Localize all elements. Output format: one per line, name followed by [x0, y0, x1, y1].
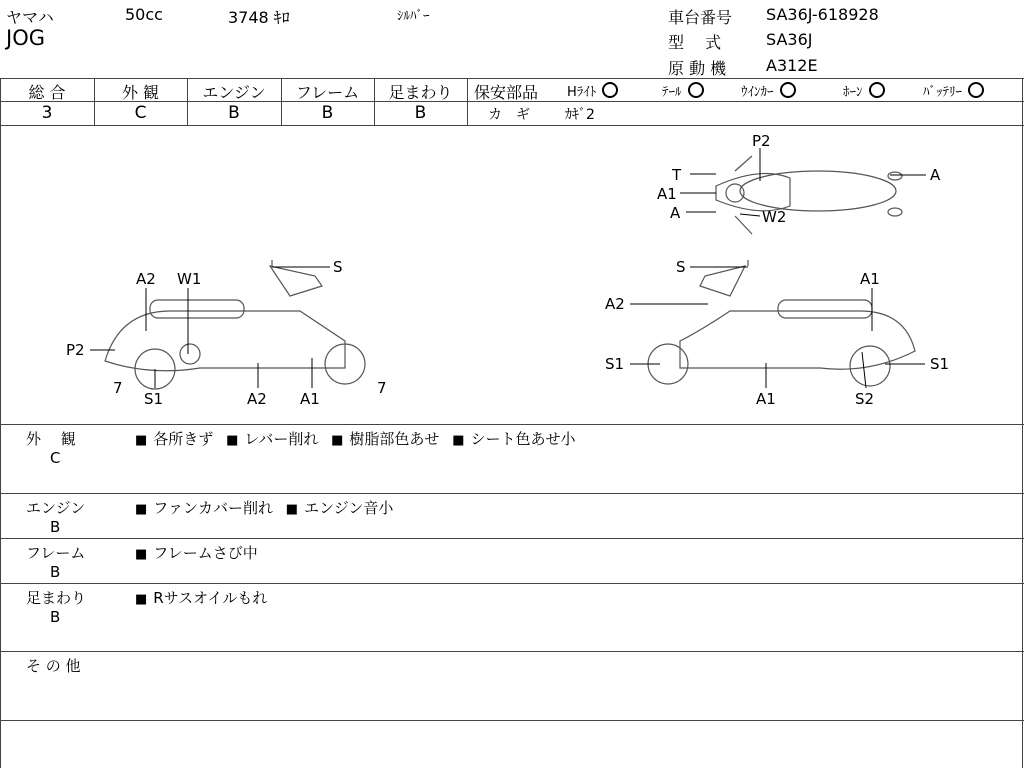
diagram-label: A2: [136, 270, 156, 288]
safety-item-winker: [741, 81, 796, 100]
top-view-headlight: [726, 184, 744, 202]
section-label: 外 観: [26, 430, 76, 448]
divider: [0, 583, 1024, 584]
right-scooter-body: [680, 311, 915, 369]
left-scooter-body: [105, 311, 345, 371]
bullet-icon: ■: [135, 502, 148, 517]
diagram-label: A2: [605, 295, 625, 313]
section-label: エンジン: [26, 499, 86, 517]
section-items: [135, 497, 393, 518]
bullet-icon: ■: [226, 433, 239, 448]
divider: [0, 538, 1024, 539]
ok-mark-icon: [869, 82, 885, 98]
diagram-label: A2: [247, 390, 267, 408]
key-value: ｶｷﾞ2: [565, 107, 595, 123]
grade-header-frame: フレーム: [295, 83, 360, 102]
safety-label: 保安部品: [474, 83, 539, 102]
section-label: フレーム: [26, 544, 86, 562]
key-label: カ ギ: [488, 107, 530, 123]
safety-item-battery: [923, 81, 984, 100]
diagram-label: S1: [144, 390, 164, 408]
safety-item-label: ﾃｰﾙ: [662, 85, 682, 100]
bullet-icon: ■: [331, 433, 344, 448]
diagram-label: P2: [752, 132, 771, 150]
grade-frame: B: [321, 103, 334, 123]
ok-mark-icon: [688, 82, 704, 98]
ok-mark-icon: [968, 82, 984, 98]
grade-engine: B: [228, 103, 240, 123]
grade-header-engine: エンジン: [202, 83, 266, 102]
diagram-label: A1: [657, 185, 677, 203]
grade-overall: 3: [41, 103, 53, 123]
left-scooter-seat: [150, 300, 244, 318]
diagram-label: W1: [177, 270, 202, 288]
safety-item-label: Hﾗｲﾄ: [567, 85, 597, 100]
diagram-label: A: [670, 204, 681, 222]
remark-item: レバー削れ: [244, 430, 319, 448]
divider: [468, 101, 1024, 102]
remark-item: ファンカバー削れ: [153, 499, 273, 517]
right-scooter-seat: [778, 300, 872, 318]
color: ｼﾙﾊﾞｰ: [397, 9, 430, 24]
type-value: SA36J: [766, 30, 813, 49]
section-label: 足まわり: [26, 589, 87, 607]
grade-header-suspension: 足まわり: [388, 83, 453, 102]
frame-number: SA36J-618928: [766, 5, 879, 24]
grade-suspension: B: [414, 103, 427, 123]
remark-item: シート色あせ小: [470, 430, 576, 448]
diagram-label: P2: [66, 341, 85, 359]
diagram-label: A1: [756, 390, 776, 408]
bullet-icon: ■: [285, 502, 299, 517]
model-name: JOG: [6, 26, 45, 50]
diagram-label: S2: [855, 390, 875, 408]
diagram-label: 7: [377, 379, 387, 397]
section-items: [135, 587, 267, 608]
type-label: 型 式: [668, 33, 722, 52]
top-view-seat: [740, 171, 896, 211]
safety-item-label: ｳｲﾝｶｰ: [741, 85, 774, 100]
section-grade: B: [50, 608, 61, 626]
diagram-label: T: [672, 166, 682, 184]
diagram-label: A1: [860, 270, 880, 288]
safety-item-headlight: [567, 81, 618, 100]
remark-item: 樹脂部色あせ: [349, 430, 440, 448]
grade-exterior: C: [134, 103, 147, 123]
ok-mark-icon: [602, 82, 618, 98]
diagram-label: A: [930, 166, 941, 184]
top-view-body: [716, 174, 790, 211]
maker: ヤマハ: [6, 8, 54, 27]
section-grade: B: [50, 563, 61, 581]
diagram-label: W2: [762, 208, 787, 226]
ok-mark-icon: [780, 82, 796, 98]
diagram-label: S1: [605, 355, 625, 373]
remark-item: Rサスオイルもれ: [153, 589, 268, 607]
divider: [467, 78, 468, 125]
diagram-label: S1: [930, 355, 950, 373]
section-items: [135, 428, 576, 449]
safety-item-label: ﾊﾞｯﾃﾘｰ: [923, 85, 962, 100]
diagram-label: S: [676, 258, 686, 276]
engine-label: 原 動 機: [668, 59, 727, 78]
engine-value: A312E: [766, 56, 818, 75]
divider: [1022, 78, 1023, 768]
bullet-icon: ■: [135, 547, 148, 562]
safety-item-horn: [843, 81, 885, 100]
remark-item: フレームさび中: [153, 544, 258, 562]
divider: [0, 424, 1024, 425]
divider: [0, 651, 1024, 652]
divider: [0, 493, 1024, 494]
damage-diagram: [0, 126, 1022, 424]
safety-item-label: ﾎｰﾝ: [843, 85, 863, 100]
divider: [0, 720, 1024, 721]
diagram-label: S: [333, 258, 343, 276]
section-items: [135, 542, 258, 563]
section-grade: B: [50, 518, 61, 536]
remark-item: エンジン音小: [304, 499, 394, 517]
diagram-label: 7: [113, 379, 123, 397]
diagram-label: A1: [300, 390, 320, 408]
mileage: 3748 ｷﾛ: [228, 8, 290, 27]
remark-item: 各所きず: [153, 430, 214, 448]
divider: [0, 78, 1024, 79]
section-grade: C: [50, 449, 61, 467]
frame-number-label: 車台番号: [668, 8, 733, 27]
bullet-icon: ■: [452, 433, 465, 448]
bullet-icon: ■: [135, 433, 148, 448]
displacement: 50cc: [125, 5, 163, 24]
grade-header-exterior: 外 観: [121, 83, 160, 102]
grade-header-overall: 総 合: [28, 83, 66, 102]
section-label: そ の 他: [26, 657, 81, 675]
bullet-icon: ■: [135, 592, 148, 607]
safety-item-tail: [662, 81, 704, 100]
